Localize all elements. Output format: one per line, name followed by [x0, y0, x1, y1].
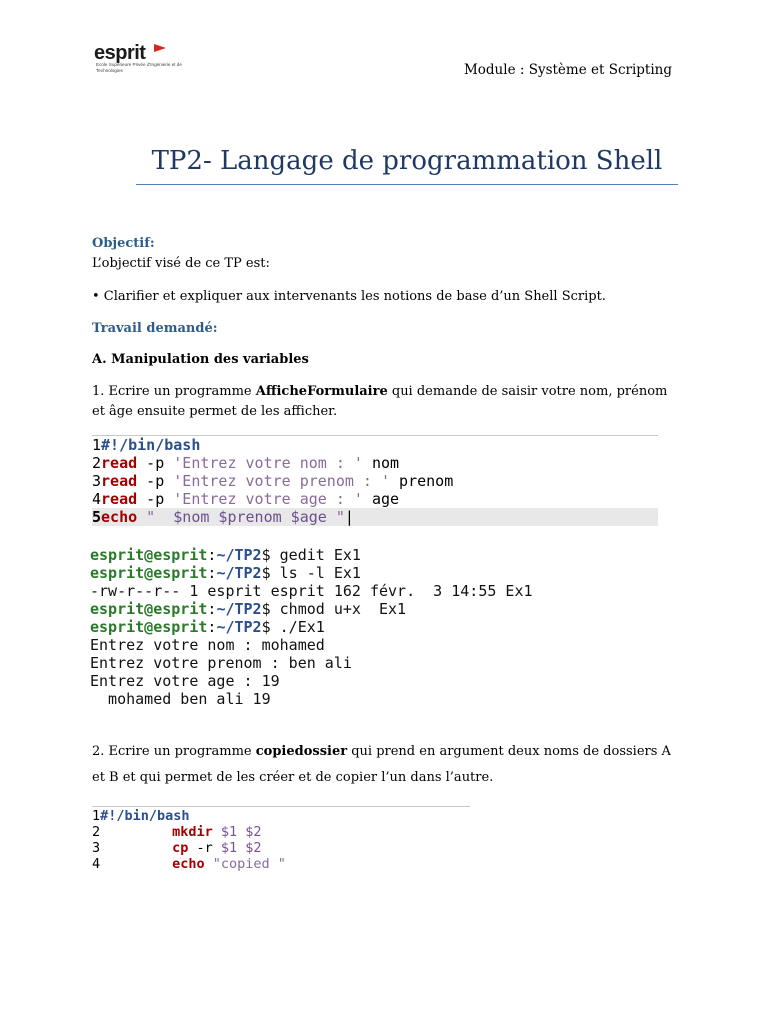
ex1-post: qui demande de saisir votre nom, prénom	[387, 384, 668, 399]
terminal-line: mohamed ben ali 19	[90, 690, 271, 708]
line-number: 1	[92, 808, 101, 824]
line-number: 3	[92, 472, 102, 490]
title-underline	[136, 184, 678, 185]
code-line	[92, 856, 286, 872]
prompt-end: $	[261, 600, 280, 618]
code-line	[92, 454, 658, 472]
line-number: 4	[92, 856, 101, 872]
ex2-post: qui prend en argument deux noms de dossiers A	[347, 744, 671, 759]
arguments: $1 $2	[220, 840, 262, 856]
string: 'Entrez votre age : '	[173, 490, 363, 508]
option: -p	[137, 490, 174, 508]
keyword: read	[101, 454, 138, 472]
prompt-user: esprit@esprit	[90, 564, 208, 582]
code-line	[92, 436, 658, 454]
esprit-logo	[92, 40, 192, 76]
shebang: #!/bin/bash	[101, 436, 201, 454]
prompt-sep: :	[207, 564, 217, 582]
exercise-2-line2: et B et qui permet de les créer et de copier l’un dans l’autre.	[92, 770, 494, 785]
shebang: #!/bin/bash	[100, 808, 190, 824]
command: chmod u+x Ex1	[279, 600, 407, 618]
string: 'Entrez votre nom : '	[173, 454, 363, 472]
terminal-line: Entrez votre nom : mohamed	[90, 636, 325, 654]
prompt-path: ~/TP2	[216, 618, 262, 636]
prompt-sep: :	[207, 600, 217, 618]
string: "	[137, 508, 156, 526]
code-line	[92, 824, 262, 840]
terminal-line: Entrez votre age : 19	[90, 672, 280, 690]
variable: nom	[362, 454, 400, 472]
line-number: 2	[92, 454, 102, 472]
ex2-pre: 2. Ecrire un programme	[92, 744, 256, 759]
prompt-end: $	[261, 564, 280, 582]
code-top-border	[92, 806, 470, 807]
command: ./Ex1	[279, 618, 325, 636]
string: 'Entrez votre prenom : '	[173, 472, 391, 490]
prompt-path: ~/TP2	[216, 546, 262, 564]
prompt-path: ~/TP2	[216, 564, 262, 582]
prompt-user: esprit@esprit	[90, 600, 208, 618]
logo-mark-icon	[154, 44, 166, 52]
terminal-line	[90, 618, 325, 636]
code-line	[92, 840, 262, 856]
terminal-line	[90, 600, 406, 618]
string-body: $nom $prenom $age	[155, 508, 336, 526]
objectif-heading: Objectif:	[92, 236, 155, 251]
terminal-line	[90, 546, 361, 564]
command: gedit Ex1	[279, 546, 361, 564]
option: -r	[188, 840, 221, 856]
command: ls -l Ex1	[279, 564, 361, 582]
ex1-program-name: AfficheFormulaire	[255, 384, 388, 399]
ex2-program-name: copiedossier	[255, 744, 348, 759]
prompt-end: $	[261, 618, 280, 636]
variable: prenom	[390, 472, 454, 490]
code-line	[92, 490, 658, 508]
option: -p	[137, 454, 174, 472]
prompt-end: $	[261, 546, 280, 564]
prompt-sep: :	[207, 546, 217, 564]
travail-heading: Travail demandé:	[92, 321, 218, 336]
keyword: read	[101, 490, 138, 508]
prompt-sep: :	[207, 618, 217, 636]
code-editor-snippet-2	[92, 806, 470, 874]
terminal-line: -rw-r--r-- 1 esprit esprit 162 févr. 3 14:55 Ex1	[90, 582, 533, 600]
keyword: mkdir	[172, 824, 213, 840]
prompt-user: esprit@esprit	[90, 618, 208, 636]
line-number: 5	[92, 508, 102, 526]
exercise-1-line1	[92, 384, 667, 399]
keyword: echo	[101, 508, 138, 526]
prompt-path: ~/TP2	[216, 600, 262, 618]
line-number: 4	[92, 490, 102, 508]
terminal-output	[88, 546, 643, 712]
prompt-user: esprit@esprit	[90, 546, 208, 564]
keyword: read	[101, 472, 138, 490]
module-label: Module : Système et Scripting	[463, 62, 672, 78]
logo-text: esprit	[94, 42, 146, 64]
line-number: 3	[92, 840, 101, 856]
line-number: 1	[92, 436, 102, 454]
ex1-pre: 1. Ecrire un programme	[92, 384, 256, 399]
code-line	[92, 808, 190, 824]
arguments: $1 $2	[212, 824, 262, 840]
code-line-current	[92, 508, 658, 526]
code-line	[92, 472, 658, 490]
objectif-intro: L’objectif visé de ce TP est:	[92, 256, 270, 271]
keyword: cp	[172, 840, 189, 856]
code-editor-snippet-1	[92, 435, 658, 529]
exercise-2-line1	[92, 744, 671, 759]
string: "	[335, 508, 345, 526]
terminal-line	[90, 564, 361, 582]
objectif-bullet: • Clarifier et expliquer aux intervenants les notions de base d’un Shell Script.	[92, 289, 606, 304]
exercise-1-line2: et âge ensuite permet de les afficher.	[92, 404, 338, 419]
terminal-line: Entrez votre prenom : ben ali	[90, 654, 352, 672]
option: -p	[137, 472, 174, 490]
section-a-heading: A. Manipulation des variables	[92, 352, 309, 367]
logo-subtitle: Ecole Supérieure Privée d'Ingénierie et de Technologies	[96, 62, 182, 73]
variable: age	[362, 490, 400, 508]
keyword: echo	[172, 856, 205, 872]
text-cursor: |	[344, 508, 354, 526]
string: "copied "	[204, 856, 286, 872]
page-title: TP2- Langage de programmation Shell	[151, 146, 663, 176]
line-number: 2	[92, 824, 101, 840]
